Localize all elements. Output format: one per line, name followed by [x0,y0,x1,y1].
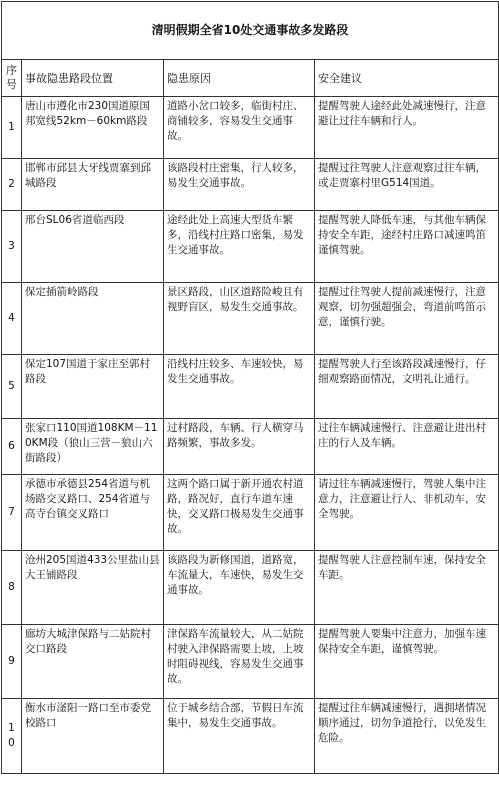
row-cause: 沿线村庄较多、车速较快，易发生交通事故。 [164,355,315,419]
row-cause: 道路小岔口较多，临街村庄、商铺较多，容易发生交通事故。 [164,97,315,159]
row-number: 4 [2,283,22,355]
table-row [2,625,499,699]
row-advice: 提醒驾驶人行至该路段减速慢行，仔细观察路面情况，文明礼让通行。 [315,355,499,419]
row-cause: 位于城乡结合部，节假日车流集中，易发生交通事故。 [164,699,315,774]
row-location: 保定107国道于家庄至郭村路段 [22,355,164,419]
row-number: 6 [2,419,22,475]
row-advice: 提醒驾驶人要集中注意力，加强车速保持安全车距，谨慎驾驶。 [315,625,499,699]
row-number: 9 [2,625,22,699]
row-advice: 提醒过往车辆减速慢行，遇拥堵情况顺序通过，切勿争道抢行，以免发生危险。 [315,699,499,774]
row-advice: 提醒过往驾驶人提前减速慢行，注意观察，切勿强超强会，弯道前鸣笛示意，谨慎行驶。 [315,283,499,355]
row-cause: 途经此处上高速大型货车繁多，沿线村庄路口密集，易发生交通事故。 [164,211,315,283]
table-row [2,419,499,475]
row-advice: 请过往车辆减速慢行，驾驶人集中注意力，注意避让行人、非机动车，安全驾驶。 [315,475,499,551]
header-cause: 隐患原因 [164,60,315,97]
row-cause: 这两个路口属于新开通农村道路，路况好，直行车道车速快，交叉路口极易发生交通事故。 [164,475,315,551]
row-number: 10 [2,699,22,774]
row-location: 张家口110国道108KM－110KM段（狼山三营－狼山六街路段） [22,419,164,475]
table-row [2,97,499,159]
row-advice: 提醒过往驾驶人注意观察过往车辆，或走贾寨村里G514国道。 [315,159,499,211]
row-advice: 提醒驾驶人途经此处减速慢行，注意避让过往车辆和行人。 [315,97,499,159]
title-row [2,2,499,60]
header-index: 序号 [2,60,22,97]
row-location: 邢台SL06省道临西段 [22,211,164,283]
row-number: 7 [2,475,22,551]
row-number: 1 [2,97,22,159]
table-row [2,355,499,419]
row-location: 承德市承德县254省道与机场路交叉路口、254省道与高寺台镇交叉路口 [22,475,164,551]
row-number: 2 [2,159,22,211]
row-number: 5 [2,355,22,419]
header-advice: 安全建议 [315,60,499,97]
row-location: 沧州205国道433公里盐山县大王铺路段 [22,551,164,625]
row-cause: 津保路车流量较大，从二姑院村驶入津保路需要上坡，上坡时阻碍视线，容易发生交通事故。 [164,625,315,699]
row-number: 3 [2,211,22,283]
table-row [2,551,499,625]
header-location: 事故隐患路段位置 [22,60,164,97]
table-row [2,211,499,283]
table-row [2,475,499,551]
row-advice: 提醒驾驶人降低车速，与其他车辆保持安全车距，途经村庄路口减速鸣笛谨慎驾驶。 [315,211,499,283]
table-title: 清明假期全省10处交通事故多发路段 [2,2,499,60]
document-page [1,1,498,791]
row-cause: 该路段村庄密集，行人较多，易发生交通事故。 [164,159,315,211]
table-row [2,159,499,211]
accident-table [1,1,499,774]
row-cause: 该路段为新修国道，道路宽，车流量大，车速快，易发生交通事故。 [164,551,315,625]
row-location: 邯郸市邱县大牙线贾寨到邱城路段 [22,159,164,211]
header-row [2,60,499,97]
table-row [2,283,499,355]
row-location: 衡水市滏阳一路口至市委党校路口 [22,699,164,774]
row-location: 廊坊大城津保路与二姑院村交口路段 [22,625,164,699]
row-advice: 过往车辆减速慢行、注意避让进出村庄的行人及车辆。 [315,419,499,475]
table-row [2,699,499,774]
row-location: 唐山市遵化市230国道原国邦宽线52km－60km路段 [22,97,164,159]
row-advice: 提醒驾驶人注意控制车速，保持安全车距。 [315,551,499,625]
row-cause: 景区路段，山区道路险峻且有视野盲区，易发生交通事故。 [164,283,315,355]
row-cause: 过村路段，车辆、行人横穿马路频繁，事故多发。 [164,419,315,475]
row-location: 保定插箭岭路段 [22,283,164,355]
row-number: 8 [2,551,22,625]
